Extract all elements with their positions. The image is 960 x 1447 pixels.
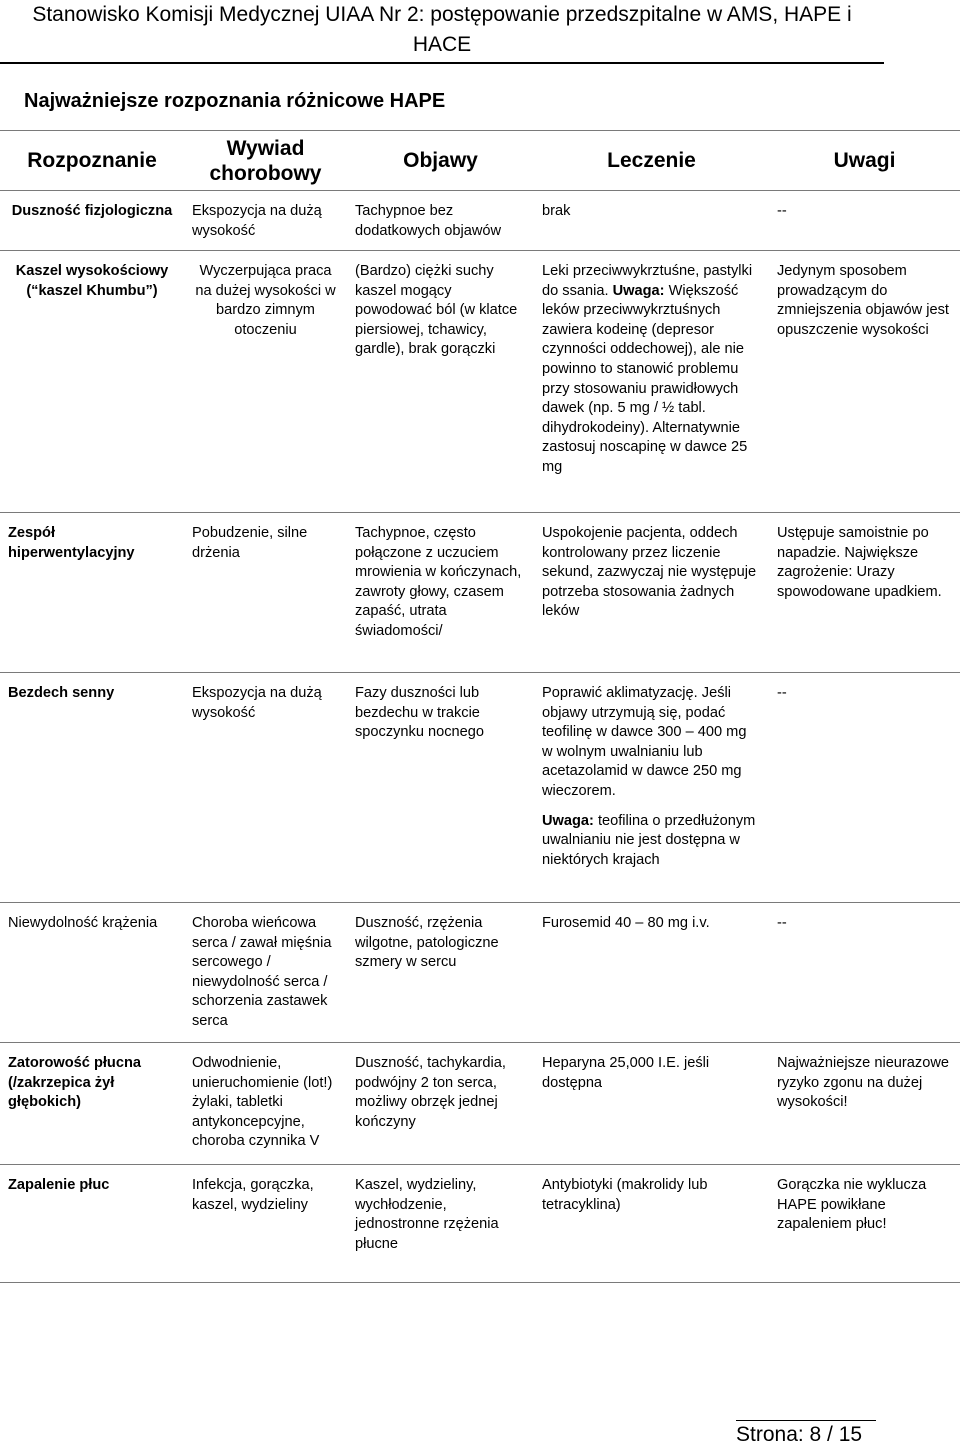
table-row <box>0 513 960 673</box>
cell-treatment: Antybiotyki (makrolidy lub tetracyklina) <box>534 1165 769 1283</box>
treatment-warning <box>542 812 761 871</box>
cell-notes: Ustępuje samoistnie po napadzie. Największe zagrożenie: Urazy spowodowane upadkiem. <box>769 513 960 673</box>
table-header-row <box>0 131 960 191</box>
column-header-diagnosis: Rozpoznanie <box>0 131 184 191</box>
cell-diagnosis: Zatorowość płucna (/zakrzepica żył głębokich) <box>0 1043 184 1165</box>
differential-diagnosis-table <box>0 130 960 1283</box>
cell-symptoms: (Bardzo) ciężki suchy kaszel mogący powodować ból (w klatce piersiowej, tchawicy, gardle), brak gorączki <box>347 251 534 513</box>
cell-diagnosis: Zespół hiperwentylacyjny <box>0 513 184 673</box>
treatment-warning-text: teofilina o przedłużonym uwalnianiu nie jest dostępna w niektórych krajach <box>542 812 756 868</box>
cell-symptoms: Tachypnoe, często połączone z uczuciem mrowienia w kończynach, zawroty głowy, czasem zapaść, utrata świadomości/ <box>347 513 534 673</box>
table-row <box>0 191 960 251</box>
header-line-2: HACE <box>412 33 472 56</box>
section-title: Najważniejsze rozpoznania różnicowe HAPE <box>24 90 446 112</box>
page-number: Strona: 8 / 15 <box>736 1420 876 1447</box>
table-row <box>0 1043 960 1165</box>
cell-history: Odwodnienie, unieruchomienie (lot!) żylaki, tabletki antykoncepcyjne, choroba czynnika V <box>184 1043 347 1165</box>
treatment-text: Poprawić aklimatyzację. Jeśli objawy utrzymują się, podać teofilinę w dawce 300 – 400 mg w wolnym uwalnianiu lub acetazolamid w dawce 250 mg wieczorem. <box>542 685 747 799</box>
cell-symptoms: Tachypnoe bez dodatkowych objawów <box>347 191 534 251</box>
cell-diagnosis: Niewydolność krążenia <box>0 903 184 1043</box>
cell-notes: Jedynym sposobem prowadzącym do zmniejszenia objawów jest opuszczenie wysokości <box>769 251 960 513</box>
table-row <box>0 251 960 513</box>
cell-history: Pobudzenie, silne drżenia <box>184 513 347 673</box>
document-header <box>0 0 884 64</box>
cell-history: Ekspozycja na dużą wysokość <box>184 673 347 903</box>
warning-label: Uwaga: <box>612 282 665 299</box>
cell-history: Infekcja, gorączka, kaszel, wydzieliny <box>184 1165 347 1283</box>
table-row <box>0 903 960 1043</box>
cell-notes: -- <box>769 673 960 903</box>
cell-notes: -- <box>769 191 960 251</box>
cell-treatment: brak <box>534 191 769 251</box>
treatment-warning-text: Większość leków przeciwwykrztuśnych zawiera kodeinę (depresor czynności oddechowej), ale nie powinno to stanowić problemu przy stosowaniu prawidłowych dawek (np. 5 mg / ½ tabl. dihydrokodeiny). Alternatywnie zastosuj noscapinę w dawce 25 mg <box>542 282 748 475</box>
cell-symptoms: Duszność, tachykardia, podwójny 2 ton serca, możliwy obrzęk jednej kończyny <box>347 1043 534 1165</box>
cell-notes: -- <box>769 903 960 1043</box>
cell-diagnosis: Bezdech senny <box>0 673 184 903</box>
cell-treatment: Heparyna 25,000 I.E. jeśli dostępna <box>534 1043 769 1165</box>
column-header-treatment: Leczenie <box>534 131 769 191</box>
cell-history: Ekspozycja na dużą wysokość <box>184 191 347 251</box>
column-header-notes: Uwagi <box>769 131 960 191</box>
cell-treatment: Uspokojenie pacjenta, oddech kontrolowany przez liczenie sekund, zazwyczaj nie występuje potrzeba stosowania żadnych leków <box>534 513 769 673</box>
column-header-history: Wywiad chorobowy <box>184 131 347 191</box>
table-row <box>0 673 960 903</box>
cell-treatment <box>534 673 769 903</box>
cell-notes: Najważniejsze nieurazowe ryzyko zgonu na dużej wysokości! <box>769 1043 960 1165</box>
cell-diagnosis: Zapalenie płuc <box>0 1165 184 1283</box>
cell-history: Choroba wieńcowa serca / zawał mięśnia sercowego / niewydolność serca / schorzenia zastawek serca <box>184 903 347 1043</box>
cell-diagnosis: Kaszel wysokościowy (“kaszel Khumbu”) <box>0 251 184 513</box>
cell-symptoms: Kaszel, wydzieliny, wychłodzenie, jednostronne rzężenia płucne <box>347 1165 534 1283</box>
cell-notes: Gorączka nie wyklucza HAPE powikłane zapaleniem płuc! <box>769 1165 960 1283</box>
cell-diagnosis: Duszność fizjologiczna <box>0 191 184 251</box>
cell-symptoms: Fazy duszności lub bezdechu w trakcie spoczynku nocnego <box>347 673 534 903</box>
cell-treatment: Furosemid 40 – 80 mg i.v. <box>534 903 769 1043</box>
cell-symptoms: Duszność, rzężenia wilgotne, patologiczne szmery w sercu <box>347 903 534 1043</box>
header-line-1: Stanowisko Komisji Medycznej UIAA Nr 2: postępowanie przedszpitalne w AMS, HAPE i <box>32 3 852 26</box>
cell-treatment <box>534 251 769 513</box>
cell-history: Wyczerpująca praca na dużej wysokości w bardzo zimnym otoczeniu <box>184 251 347 513</box>
table-row <box>0 1165 960 1283</box>
treatment-text: Leki przeciwwykrztuśne, pastylki do ssania. <box>542 263 753 299</box>
column-header-symptoms: Objawy <box>347 131 534 191</box>
warning-label: Uwaga: <box>542 812 594 829</box>
